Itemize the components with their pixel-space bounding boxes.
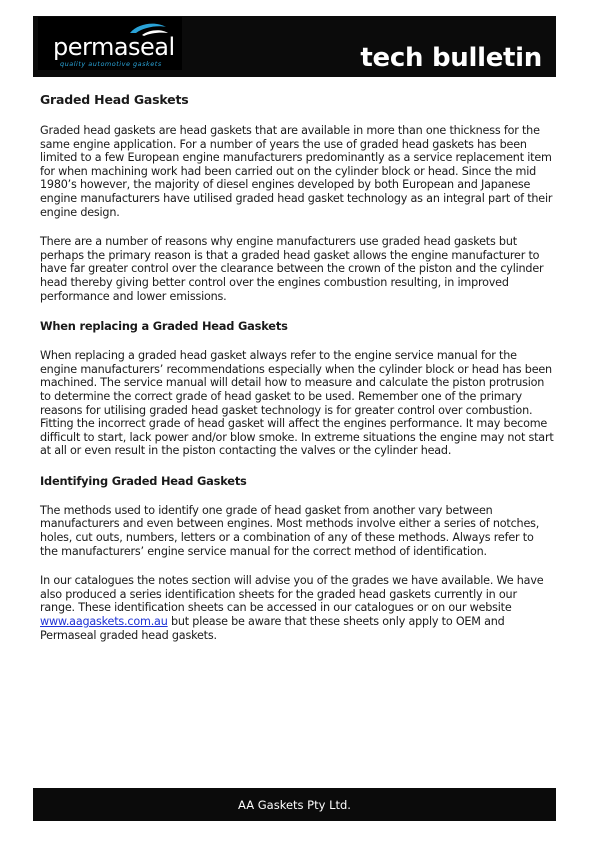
permaseal-logo (38, 17, 182, 70)
bulletin-body (40, 92, 554, 658)
footer-bar (33, 788, 556, 821)
intro-paragraph-2: There are a number of reasons why engine manufacturers use graded head gaskets but perhaps the primary reason is that a graded head gasket allows the engine manufacturer to have far greater control over the clearance between the crown of the piston and the cylinder head thereby giving better control over the engines combustion resulting, in improved performance and lower emissions. (40, 235, 544, 303)
logo-wordmark: permaseal (53, 33, 175, 61)
logo-tagline: quality automotive gaskets (60, 60, 162, 68)
identifying-paragraph-2 (40, 574, 554, 642)
paragraph-text-after-link: but please be aware that these sheets only apply to OEM and Permaseal graded head gaskets. (40, 615, 505, 642)
intro-paragraph-1: Graded head gaskets are head gaskets that are available in more than one thickness for the same engine application. For a number of years the use of graded head gaskets has been limited to a few European engine manufacturers predominantly as a service replacement item for when machining work had been carried out on the cylinder block or head. Since the mid 1980’s however, the majority of diesel engines developed by both European and Japanese engine manufacturers have utilised graded head gasket technology as an integral part of their engine design. (40, 124, 553, 219)
document-type-title: tech bulletin (360, 43, 542, 73)
section-heading-replacing: When replacing a Graded Head Gaskets (40, 319, 288, 334)
footer-company-name: AA Gaskets Pty Ltd. (238, 798, 351, 812)
paragraph-text-before-link: In our catalogues the notes section will advise you of the grades we have available. We have also produced a series identification sheets for the graded head gaskets currently in our range. These identification sheets can be accessed in our catalogues or on our website (40, 574, 544, 615)
section-heading-identifying: Identifying Graded Head Gaskets (40, 473, 247, 488)
replacing-paragraph: When replacing a graded head gasket always refer to the engine service manual for the engine manufacturers’ recommendations especially when the cylinder block or head has been machined. The service manual will detail how to measure and calculate the piston protrusion to determine the correct grade of head gasket to be used. Remember one of the primary reasons for utilising graded head gasket technology is for greater control over combustion. Fitting the incorrect grade of head gasket will affect the engines performance. It may become difficult to start, lack power and/or blow smoke. In extreme situations the engine may not start at all or even result in the piston contacting the valves or the cylinder head. (40, 349, 554, 458)
page-title: Graded Head Gaskets (40, 92, 189, 107)
identifying-paragraph-1: The methods used to identify one grade of head gasket from another vary between manufacturers and even between engines. Most methods involve either a series of notches, holes, cut outs, numbers, letters or a combination of any of these methods. Always refer to the manufacturers’ engine service manual for the correct method of identification. (40, 503, 540, 558)
website-link[interactable]: www.aagaskets.com.au (40, 615, 168, 629)
